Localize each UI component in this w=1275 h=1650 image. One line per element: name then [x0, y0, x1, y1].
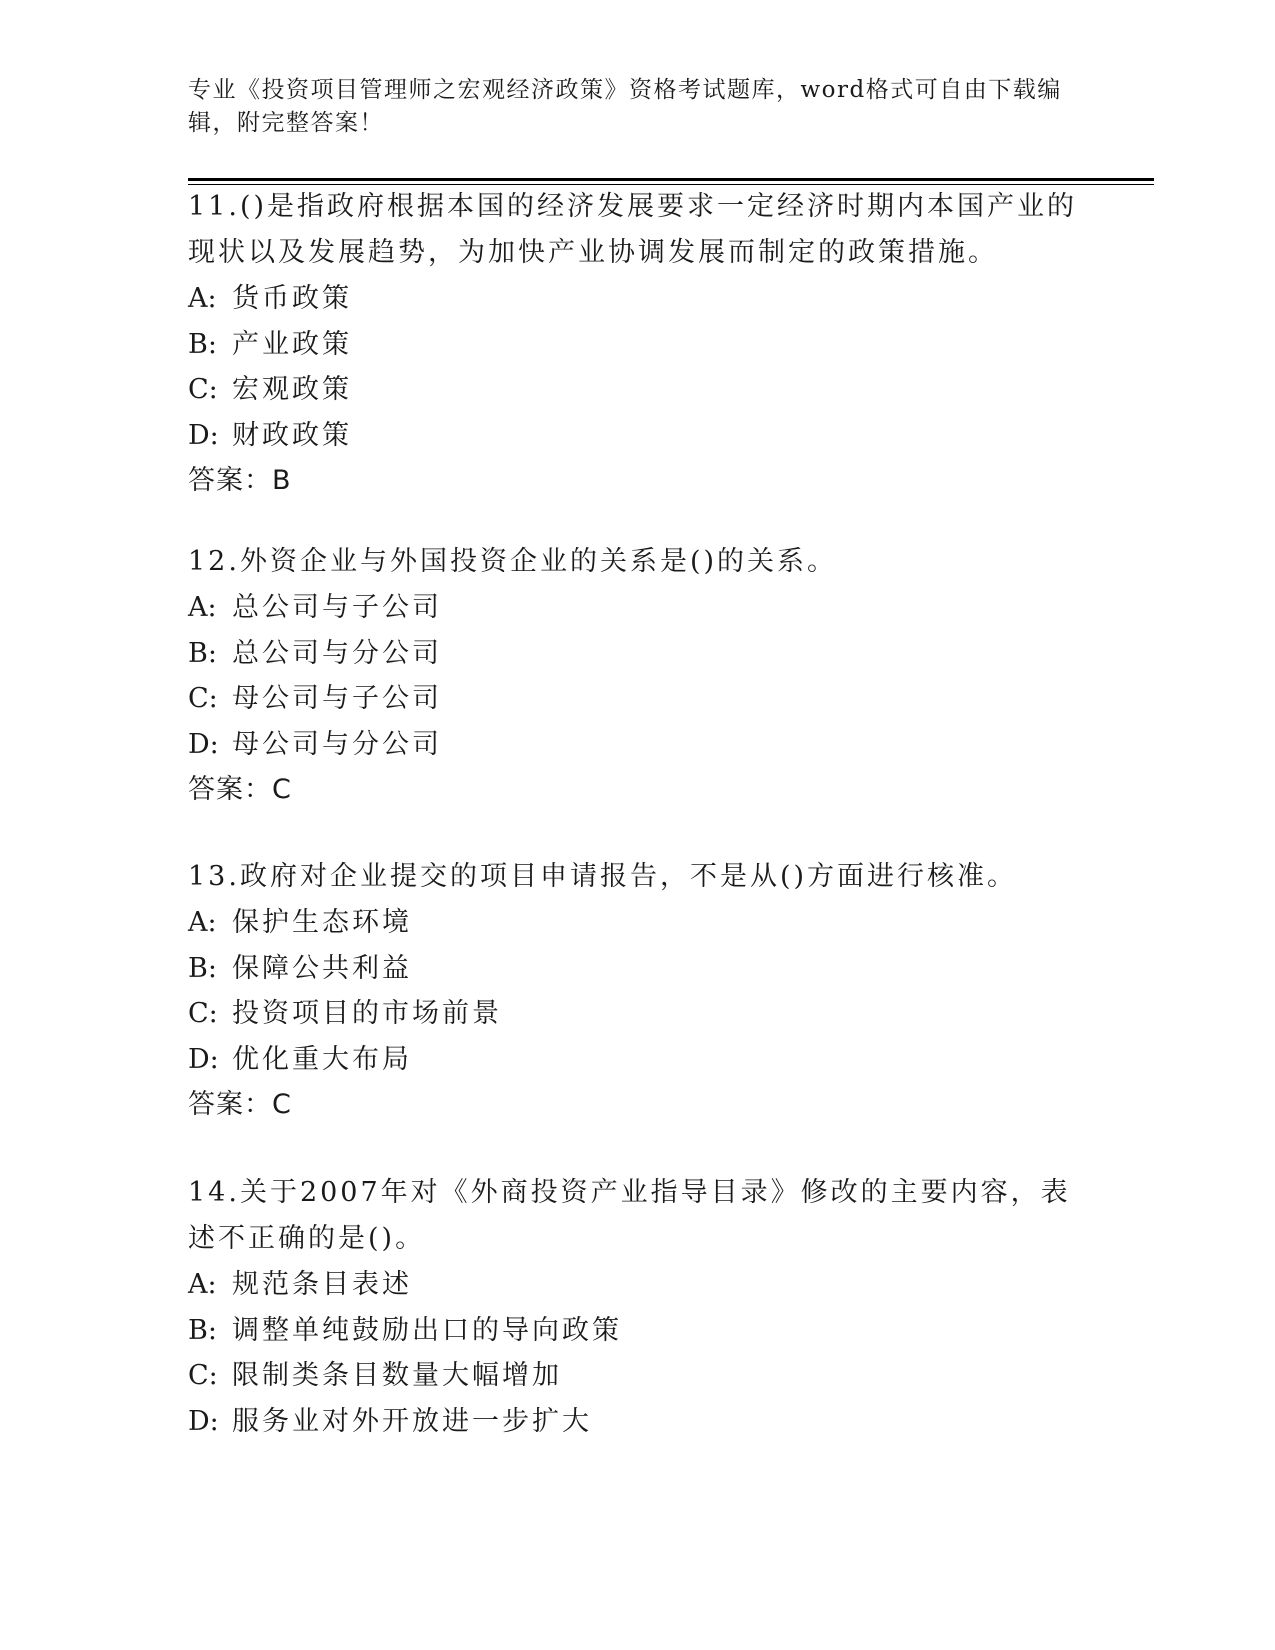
question-stem: 13.政府对企业提交的项目申请报告，不是从()方面进行核准。 — [188, 861, 1018, 892]
option-text: 宏观政策 — [232, 374, 352, 405]
option-d — [188, 1399, 1088, 1445]
option-text: 产业政策 — [232, 328, 352, 360]
option-text: 调整单纯鼓励出口的导向政策 — [232, 1314, 622, 1346]
option-c — [188, 676, 1088, 722]
option-letter: B: — [188, 952, 217, 984]
option-letter: B: — [188, 328, 217, 360]
option-letter: C: — [188, 374, 218, 405]
option-a — [188, 276, 1088, 322]
option-text: 规范条目表述 — [232, 1269, 412, 1300]
answer-line: 答案：B — [188, 465, 292, 496]
option-letter: D: — [188, 1405, 219, 1437]
option-text: 货币政策 — [232, 283, 352, 314]
option-letter: C: — [188, 1360, 218, 1391]
option-d — [188, 1037, 1088, 1083]
option-text: 总公司与分公司 — [232, 637, 442, 669]
question-stem: 12.外资企业与外国投资企业的关系是()的关系。 — [188, 546, 838, 577]
option-letter: B: — [188, 1314, 217, 1346]
option-letter: A: — [188, 592, 217, 623]
option-text: 投资项目的市场前景 — [232, 998, 502, 1029]
option-letter: C: — [188, 998, 218, 1029]
option-a — [188, 1262, 1088, 1308]
option-text: 保障公共利益 — [232, 952, 412, 984]
question-12 — [188, 539, 1088, 813]
option-letter: D: — [188, 728, 219, 760]
option-c — [188, 991, 1088, 1037]
option-text: 优化重大布局 — [232, 1043, 412, 1075]
option-d — [188, 413, 1088, 459]
option-letter: C: — [188, 683, 218, 714]
option-letter: B: — [188, 637, 217, 669]
question-11 — [188, 184, 1088, 504]
option-letter: A: — [188, 1269, 217, 1300]
option-d — [188, 722, 1088, 768]
header-divider-thick — [188, 178, 1154, 181]
answer-line: 答案：C — [188, 1089, 292, 1120]
option-a — [188, 585, 1088, 631]
option-text: 母公司与分公司 — [232, 728, 442, 760]
document-header: 专业《投资项目管理师之宏观经济政策》资格考试题库，word格式可自由下载编辑，附完整答案！ — [188, 77, 1062, 136]
option-b — [188, 322, 1088, 368]
question-13 — [188, 854, 1088, 1128]
question-stem: 11.()是指政府根据本国的经济发展要求一定经济时期内本国产业的现状以及发展趋势，为加快产业协调发展而制定的政策措施。 — [188, 191, 1078, 268]
option-text: 保护生态环境 — [232, 907, 412, 938]
option-text: 总公司与子公司 — [232, 592, 442, 623]
option-c — [188, 1353, 1088, 1399]
option-a — [188, 900, 1088, 946]
option-letter: D: — [188, 419, 219, 451]
option-b — [188, 1308, 1088, 1354]
option-text: 财政政策 — [232, 419, 352, 451]
option-text: 母公司与子公司 — [232, 683, 442, 714]
option-c — [188, 367, 1088, 413]
option-letter: A: — [188, 283, 217, 314]
option-letter: A: — [188, 907, 217, 938]
option-letter: D: — [188, 1043, 219, 1075]
option-b — [188, 946, 1088, 992]
question-stem: 14.关于2007年对《外商投资产业指导目录》修改的主要内容，表述不正确的是()。 — [188, 1177, 1071, 1254]
option-text: 服务业对外开放进一步扩大 — [232, 1405, 592, 1437]
answer-line: 答案：C — [188, 774, 292, 805]
option-text: 限制类条目数量大幅增加 — [232, 1360, 562, 1391]
question-14 — [188, 1170, 1088, 1444]
option-b — [188, 631, 1088, 677]
